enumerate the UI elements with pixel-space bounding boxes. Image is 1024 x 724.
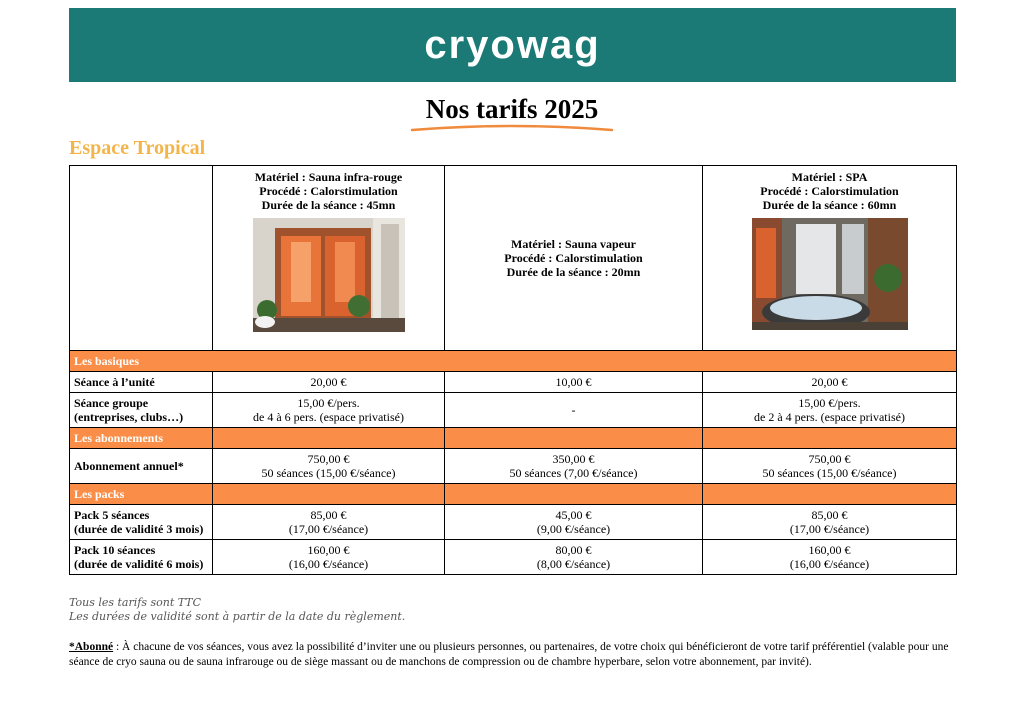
footnote-text: : À chacune de vos séances, vous avez la possibilité d’inviter une ou plusieurs personnes, ou partenaires, de votre choix qui bénéficieront de votre tarif préférentiel (valable pour une séance de cryo sauna ou de sauna infrarouge ou de siège massant ou de manchons de compression ou de chambre hyperbare, selon votre abonnement, par invité).	[69, 641, 949, 668]
price-cell	[213, 505, 445, 540]
brand-banner	[69, 8, 956, 82]
row-label	[70, 540, 213, 575]
price-line: 15,00 €/pers.	[798, 396, 861, 410]
band-subscriptions	[70, 428, 957, 449]
price-cell	[213, 449, 445, 484]
column-line: Durée de la séance : 60mn	[762, 198, 897, 212]
price-line: 750,00 €	[307, 452, 350, 466]
column-line: Procédé : Calorstimulation	[760, 184, 899, 198]
price-line: (8,00 €/séance)	[536, 557, 611, 571]
price-cell	[213, 393, 445, 428]
price-line: 50 séances (15,00 €/séance)	[261, 466, 396, 480]
price-line: de 4 à 6 pers. (espace privatisé)	[253, 410, 404, 424]
band-cell	[703, 484, 957, 505]
page-title: Nos tarifs 2025	[425, 94, 599, 124]
brand-logo: cryowag	[424, 22, 601, 67]
price-cell	[445, 393, 703, 428]
table-header-row	[70, 166, 957, 351]
price-line: 160,00 €	[808, 543, 851, 557]
price-cell	[703, 449, 957, 484]
price-line: 85,00 €	[811, 508, 848, 522]
band-cell	[213, 428, 445, 449]
price-line: 160,00 €	[307, 543, 350, 557]
price-cell: 20,00 €	[703, 372, 957, 393]
notes	[69, 596, 405, 624]
price-line: 85,00 €	[310, 508, 347, 522]
row-label: Abonnement annuel*	[70, 449, 213, 484]
price-cell	[703, 505, 957, 540]
column-line: Matériel : Sauna vapeur	[511, 237, 636, 251]
footnote-key: *Abonné	[69, 641, 114, 653]
column-sauna-infrarouge	[213, 166, 445, 351]
price-line: 350,00 €	[552, 452, 595, 466]
table-row	[70, 393, 957, 428]
subscriber-footnote	[69, 640, 959, 670]
price-cell	[445, 505, 703, 540]
row-label	[70, 505, 213, 540]
band-cell	[445, 484, 703, 505]
band-cell	[703, 428, 957, 449]
column-line: Matériel : Sauna infra-rouge	[254, 170, 403, 184]
price-line: (17,00 €/séance)	[789, 522, 870, 536]
band-cell	[213, 484, 445, 505]
table-row	[70, 372, 957, 393]
row-label-line: Pack 5 séances	[74, 508, 150, 522]
band-basics	[70, 351, 957, 372]
price-line: de 2 à 4 pers. (espace privatisé)	[754, 410, 905, 424]
corner-cell	[70, 166, 213, 351]
price-line: 45,00 €	[555, 508, 592, 522]
column-line: Matériel : SPA	[791, 170, 868, 184]
band-label: Les basiques	[70, 351, 957, 372]
spa-photo	[752, 218, 908, 330]
price-line: 80,00 €	[555, 543, 592, 557]
column-line: Durée de la séance : 20mn	[506, 265, 641, 279]
price-line: (16,00 €/séance)	[789, 557, 870, 571]
band-label: Les abonnements	[70, 428, 213, 449]
column-sauna-vapeur	[445, 166, 703, 351]
note-line: Tous les tarifs sont TTC	[69, 596, 202, 609]
row-label-line: (durée de validité 6 mois)	[74, 557, 204, 571]
row-label-line: (entreprises, clubs…)	[74, 410, 184, 424]
band-label: Les packs	[70, 484, 213, 505]
price-cell	[445, 449, 703, 484]
price-cell	[703, 393, 957, 428]
price-line: -	[571, 403, 576, 417]
section-title: Espace Tropical	[69, 137, 206, 159]
price-line: (9,00 €/séance)	[536, 522, 611, 536]
table-row	[70, 540, 957, 575]
column-line: Procédé : Calorstimulation	[504, 251, 643, 265]
column-line: Procédé : Calorstimulation	[259, 184, 398, 198]
band-packs	[70, 484, 957, 505]
table-row	[70, 505, 957, 540]
pricing-table	[69, 165, 957, 575]
row-label-line: Pack 10 séances	[74, 543, 156, 557]
price-line: 50 séances (15,00 €/séance)	[762, 466, 897, 480]
price-line: (16,00 €/séance)	[288, 557, 369, 571]
price-cell	[213, 540, 445, 575]
row-label-line: (durée de validité 3 mois)	[74, 522, 204, 536]
column-line: Durée de la séance : 45mn	[261, 198, 396, 212]
price-cell	[703, 540, 957, 575]
row-label	[70, 393, 213, 428]
band-cell	[445, 428, 703, 449]
note-line: Les durées de validité sont à partir de la date du règlement.	[69, 610, 406, 623]
price-line: (17,00 €/séance)	[288, 522, 369, 536]
row-label-line: Séance groupe	[74, 396, 149, 410]
price-line: 50 séances (7,00 €/séance)	[509, 466, 638, 480]
title-underline-icon	[408, 120, 618, 134]
price-line: 15,00 €/pers.	[297, 396, 360, 410]
column-spa	[703, 166, 957, 351]
price-cell: 10,00 €	[445, 372, 703, 393]
table-row	[70, 449, 957, 484]
price-cell	[445, 540, 703, 575]
price-cell: 20,00 €	[213, 372, 445, 393]
price-line: 750,00 €	[808, 452, 851, 466]
sauna-infrarouge-photo	[253, 218, 405, 332]
row-label: Séance à l’unité	[70, 372, 213, 393]
